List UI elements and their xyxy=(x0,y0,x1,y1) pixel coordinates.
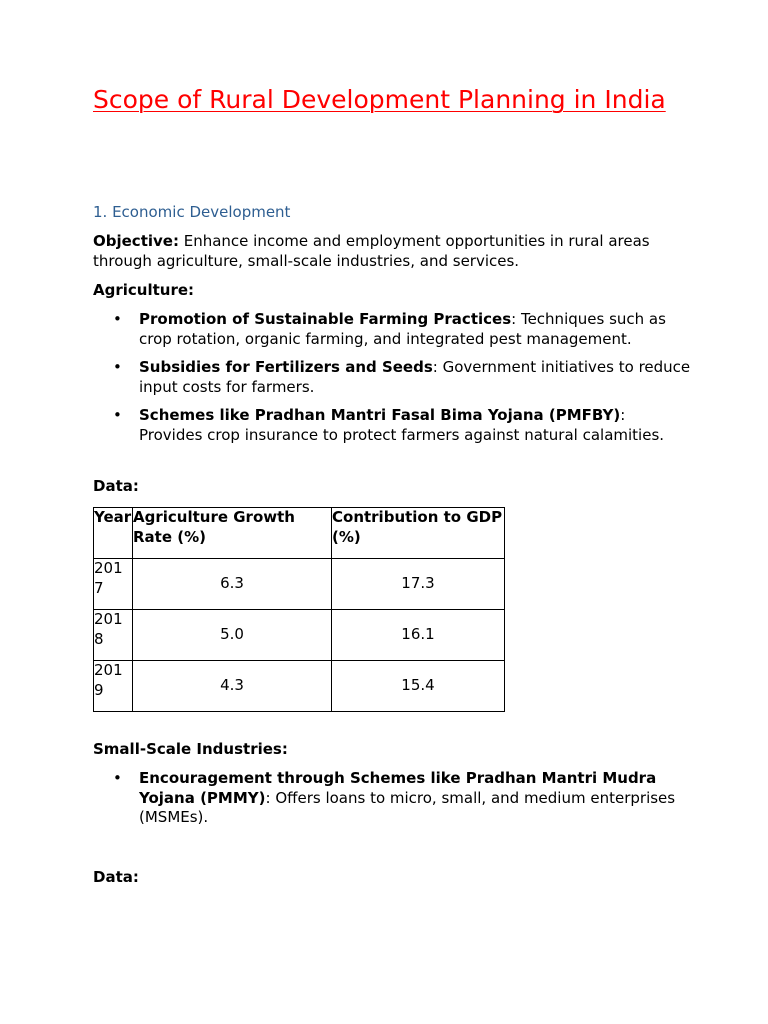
table-cell: 4.3 xyxy=(133,661,332,712)
table-cell-year: 2018 xyxy=(94,610,133,661)
objective-label: Objective: xyxy=(93,232,179,250)
bullet-icon: • xyxy=(113,769,122,787)
table-row xyxy=(94,610,505,661)
bullet-text: : Government initiatives to reduce input costs for farmers. xyxy=(139,358,691,396)
table-row xyxy=(94,559,505,610)
table-cell: 15.4 xyxy=(332,661,505,712)
document-title: Scope of Rural Development Planning in India xyxy=(93,85,666,114)
table-header-cell: Agriculture Growth Rate (%) xyxy=(133,508,332,559)
table-cell: 16.1 xyxy=(332,610,505,661)
bullet-text: : Techniques such as crop rotation, organic farming, and integrated pest management. xyxy=(139,310,666,348)
bullet-bold: Promotion of Sustainable Farming Practices xyxy=(139,310,512,328)
table-row xyxy=(94,661,505,712)
list-item xyxy=(93,310,693,349)
agriculture-bullet-list xyxy=(93,310,693,454)
table-header-cell: Contribution to GDP (%) xyxy=(332,508,505,559)
bullet-icon: • xyxy=(113,310,122,328)
agriculture-label: Agriculture: xyxy=(93,281,195,299)
table-cell: 6.3 xyxy=(133,559,332,610)
list-item xyxy=(93,406,693,445)
objective-text: Enhance income and employment opportunities in rural areas through agriculture, small-scale industries, and services. xyxy=(93,232,650,270)
data-label: Data: xyxy=(93,477,139,495)
table-cell-year: 2019 xyxy=(94,661,133,712)
bullet-bold: Subsidies for Fertilizers and Seeds xyxy=(139,358,433,376)
list-item xyxy=(93,358,693,397)
table-cell-year: 2017 xyxy=(94,559,133,610)
table-header-row xyxy=(94,508,505,559)
bullet-icon: • xyxy=(113,358,122,376)
bullet-icon: • xyxy=(113,406,122,424)
bullet-text: : Offers loans to micro, small, and medium enterprises (MSMEs). xyxy=(139,788,676,826)
list-item xyxy=(93,769,693,828)
agriculture-data-table xyxy=(93,507,505,712)
section-heading-economic-development: 1. Economic Development xyxy=(93,203,291,221)
bullet-text: : Provides crop insurance to protect farmers against natural calamities. xyxy=(139,406,665,444)
ssi-bullet-list xyxy=(93,769,693,837)
table-cell: 5.0 xyxy=(133,610,332,661)
bullet-bold: Schemes like Pradhan Mantri Fasal Bima Yojana (PMFBY) xyxy=(139,406,621,424)
bullet-bold: Encouragement through Schemes like Pradhan Mantri Mudra Yojana (PMMY) xyxy=(139,769,657,807)
objective-paragraph xyxy=(93,232,693,271)
data-label-2: Data: xyxy=(93,868,139,886)
small-scale-industries-label: Small-Scale Industries: xyxy=(93,740,288,758)
table-header-cell: Year xyxy=(94,508,133,559)
table-cell: 17.3 xyxy=(332,559,505,610)
